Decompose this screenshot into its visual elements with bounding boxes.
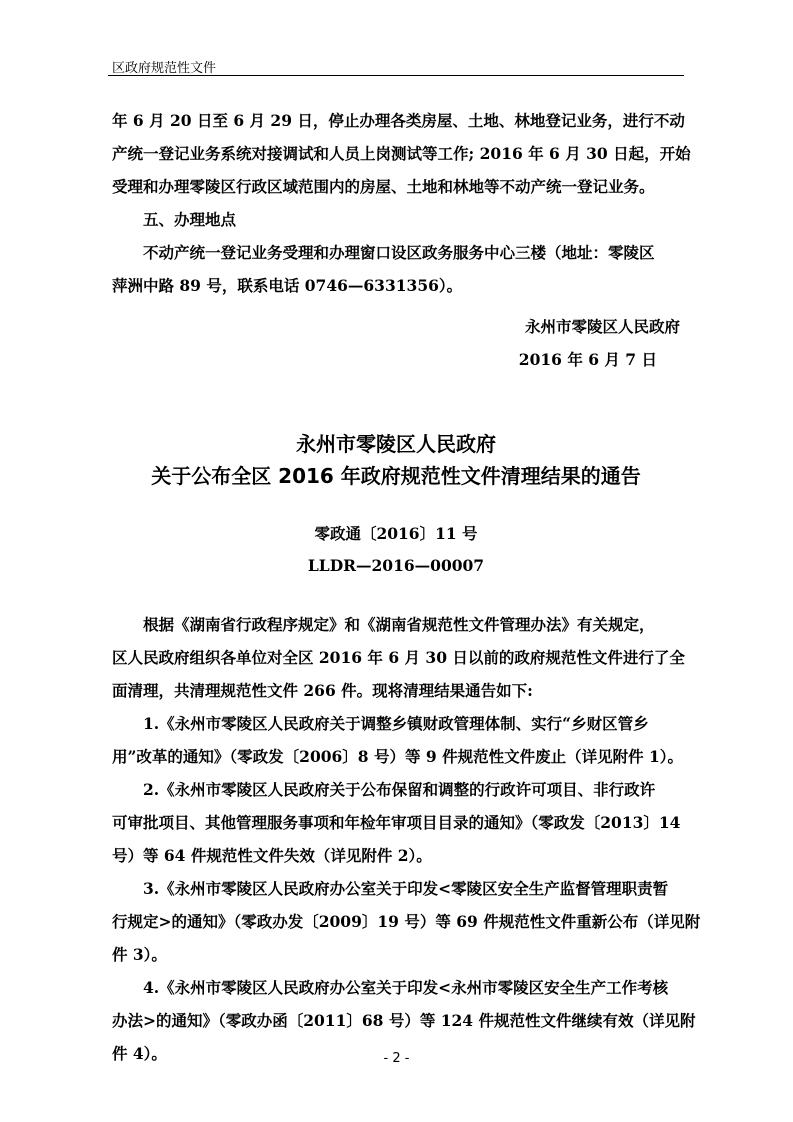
paragraph-line: 萍洲中路 89 号，联系电话 0746—6331356）。 <box>112 276 463 295</box>
section-heading: 五、办理地点 <box>143 210 237 229</box>
doc-number: 零政通〔2016〕11 号 <box>314 524 478 543</box>
list-item-line: 用”改革的通知》（零政发〔2006〕8 号）等 9 件规范性文件废止（详见附件 1）。 <box>112 747 683 766</box>
reg-number: LLDR—2016—00007 <box>307 556 485 575</box>
paragraph-line: 年 6 月 20 日至 6 月 29 日，停止办理各类房屋、土地、林地登记业务，进行不动 <box>112 111 685 130</box>
paragraph-line: 产统一登记业务系统对接调试和人员上岗测试等工作; 2016 年 6 月 30 日起，开始 <box>112 144 691 163</box>
signature-date: 2016 年 6 月 7 日 <box>518 350 657 369</box>
list-item-line: 3.《永州市零陵区人民政府办公室关于印发<零陵区安全生产监督管理职责暂 <box>143 879 669 898</box>
paragraph-line: 不动产统一登记业务受理和办理窗口设区政务服务中心三楼（地址：零陵区 <box>143 243 655 262</box>
list-item-line: 2.《永州市零陵区人民政府关于公布保留和调整的行政许可项目、非行政许 <box>143 780 656 799</box>
list-item-line: 可审批项目、其他管理服务事项和年检年审项目目录的通知》（零政发〔2013〕14 <box>112 813 681 832</box>
running-header: 区政府规范性文件 <box>112 61 217 76</box>
signature: 永州市零陵区人民政府 <box>524 317 680 336</box>
document-body <box>112 104 701 1070</box>
list-item-line: 件 3）。 <box>112 945 167 964</box>
list-item-line: 1.《永州市零陵区人民政府关于调整乡镇财政管理体制、实行“乡财区管乡 <box>143 714 649 733</box>
page-number: - 2 - <box>383 1051 410 1066</box>
header-rule <box>108 75 684 76</box>
paragraph-line: 面清理，共清理规范性文件 266 件。现将清理结果通告如下: <box>112 681 533 700</box>
paragraph-line: 受理和办理零陵区行政区域范围内的房屋、土地和林地等不动产统一登记业务。 <box>112 177 655 196</box>
paragraph-line: 根据《湖南省行政程序规定》和《湖南省规范性文件管理办法》有关规定， <box>143 615 655 634</box>
list-item-line: 行规定>的通知》（零政办发〔2009〕19 号）等 69 件规范性文件重新公布（详见附 <box>112 912 701 931</box>
list-item-line: 4.《永州市零陵区人民政府办公室关于印发<永州市零陵区安全生产工作考核 <box>143 978 669 997</box>
list-item-line: 件 4）。 <box>112 1044 167 1063</box>
notice-title-line1: 永州市零陵区人民政府 <box>296 432 496 456</box>
list-item-line: 号）等 64 件规范性文件失效（详见附件 2）。 <box>112 846 432 865</box>
list-item-line: 办法>的通知》（零政办函〔2011〕68 号）等 124 件规范性文件继续有效（详见附 <box>112 1011 696 1030</box>
paragraph-line: 区人民政府组织各单位对全区 2016 年 6 月 30 日以前的政府规范性文件进行了全 <box>112 648 685 667</box>
notice-title-line2: 关于公布全区 2016 年政府规范性文件清理结果的通告 <box>151 464 641 488</box>
